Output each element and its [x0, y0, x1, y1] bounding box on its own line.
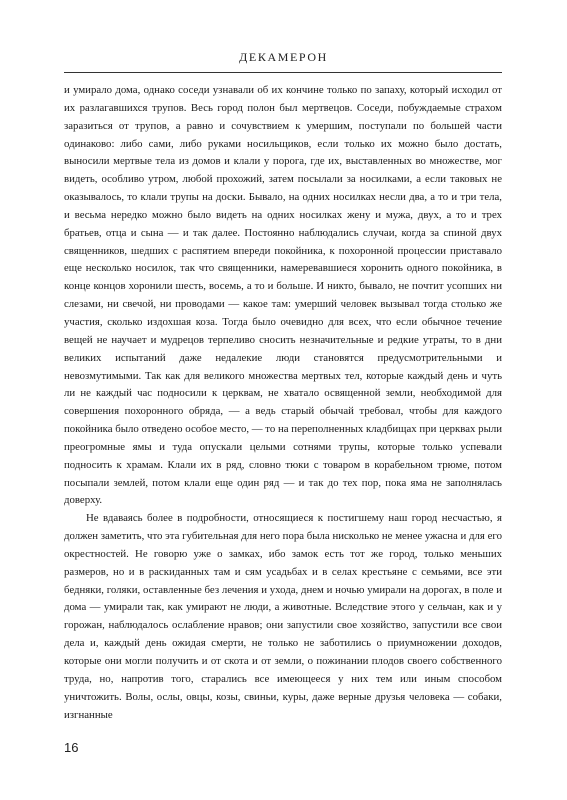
paragraph-continued: и умирало дома, однако соседи узнавали об их кончине только по запаху, который исходил от их разлагавшихся трупов. Весь город полон был мертвецов. Соседи, побуждаемые страхом заразиться от трупов, а равно и сочувствием к умершим, поступали по большей части одинаково: либо сами, либо руками носильщиков, если только их можно было достать, выносили мертвые тела из домов и клали у порога, где их, выставленных во множестве, мог видеть, особливо утром, любой прохожий, затем посылали за носилками, а если таковых не оказывалось, то клали трупы на доски. Бывало, на одних носилках несли два, а то и три тела, и весьма нередко можно было видеть на одних носилках жену и мужа, двух, а то и трех братьев, отца и сына — и так далее. Постоянно наблюдались случаи, когда за спиной двух священников, шедших с распятием впереди покойника, к похоронной процессии приставало еще несколько носилок, так что священники, намеревавшиеся хоронить одного покойника, в конце концов хоронили шесть, восемь, а то и больше. И никто, бывало, не почтит усопших ни слезами, ни свечой, ни проводами — какое там: умерший человек вызывал тогда столько же участия, сколько издохшая коза. Тогда было очевидно для всех, что если обычное течение вещей не научает и мудрецов терпеливо сносить незначительные и редкие утраты, то в дни великих испытаний даже недалекие люди становятся предусмотрительными и невозмутимыми. Так как для великого множества мертвых тел, которые каждый день и чуть ли не каждый час подносили к церквам, не хватало освященной земли, необходимой для совершения похоронного обряда, — а ведь старый обычай требовал, чтобы для каждого покойника было отведено особое место, — то на переполненных кладбищах при церквах рыли преогромные ямы и туда опускали целыми сотнями трупы, которые только успевали подносить к храмам. Клали их в ряд, словно тюки с товаром в корабельном трюме, потом посыпали землей, потом клали еще один ряд — и так до тех пор, пока яма не заполнялась доверху.	[64, 84, 502, 507]
paragraph: Не вдаваясь более в подробности, относящиеся к постигшему наш город несчастью, я должен заметить, что эта губительная для него пора была нисколько не менее ужасна и для его окрестностей. Не говорю уже о замках, ибо замок есть тот же город, только меньших размеров, но и в раскиданных там и сям усадьбах и в селах крестьяне с семьями, все эти бедняки, голяки, оставленные без лечения и ухода, днем и ночью умирали на дорогах, в поле и дома — умирали так, как умирают не люди, а животные. Вследствие этого у сельчан, как и у горожан, наблюдалось ослабление нравов; они запустили свое хозяйство, запустили все свои дела и, каждый день ожидая смерти, не только не заботились о приумножении доходов, которые они могли получить и от скота и от земли, о пожинании плодов своего собственного труда, но, напротив того, старались все имеющееся у них тем или иным способом уничтожить. Волы, ослы, овцы, козы, свиньи, куры, даже верные друзья человека — собаки, изгнанные	[64, 512, 502, 721]
page-number: 16	[64, 740, 79, 755]
running-head: ДЕКАМЕРОН	[239, 50, 328, 64]
header-rule	[64, 72, 502, 73]
body-text	[64, 82, 502, 724]
